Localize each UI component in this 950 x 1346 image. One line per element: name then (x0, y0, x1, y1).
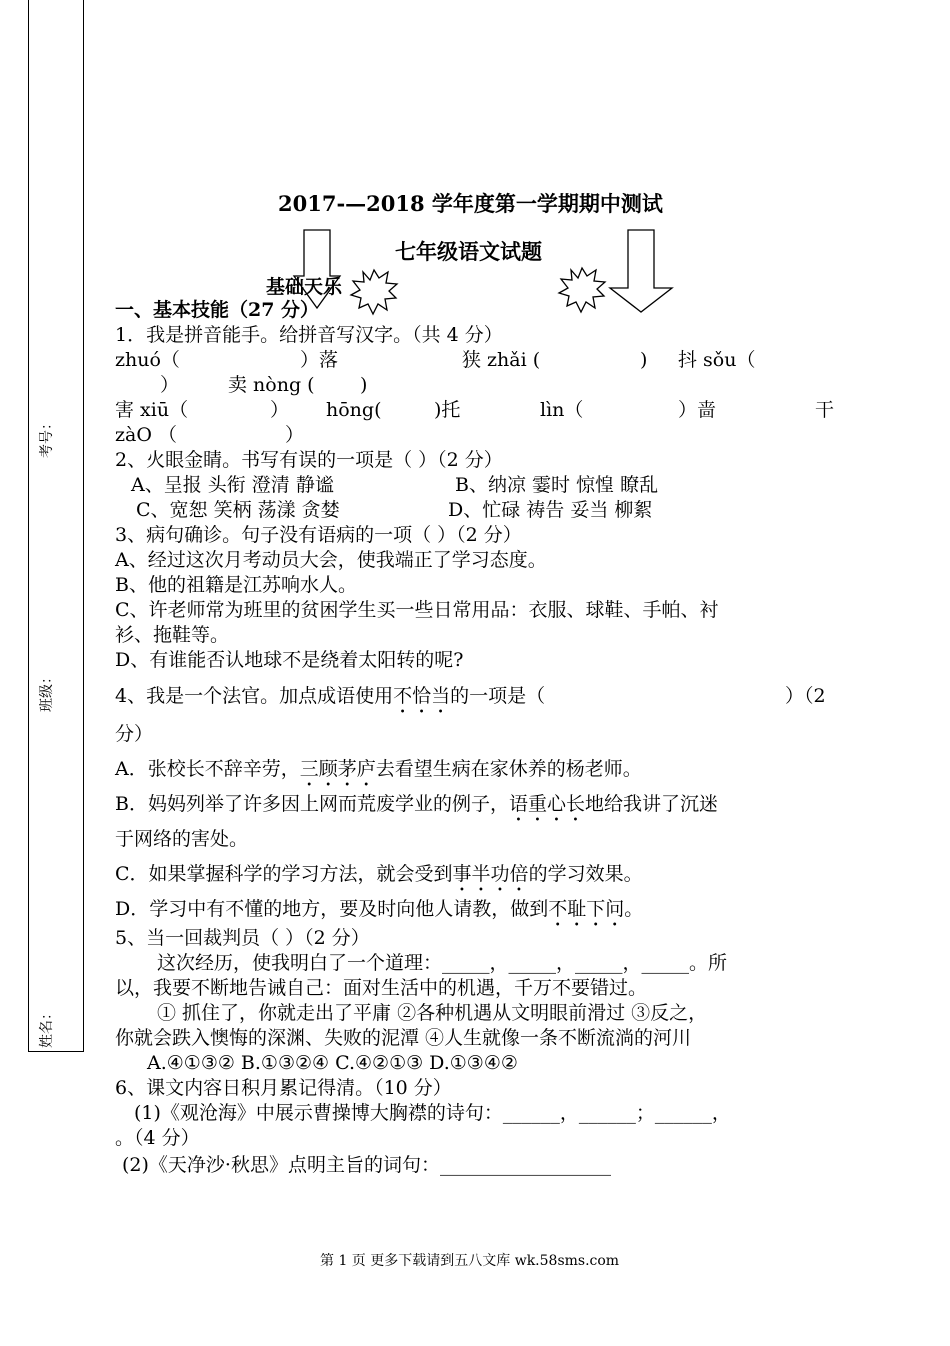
q1-r3g: 干 (815, 399, 835, 421)
emphasis-dots: 三顾茅庐 (299, 758, 376, 780)
q3-option-c-line1: C、许老师常为班里的贫困学生买一些日常用品：衣服、球鞋、手帕、衬 (115, 599, 719, 621)
q2-stem: 2、火眼金睛。书写有误的一项是（ ）（2 分） (115, 449, 503, 471)
q5-line1: 这次经历，使我明白了一个道理：_____，_____，_____，_____。所 (157, 952, 728, 974)
exam-subtitle: 七年级语文试题 (395, 239, 542, 264)
q6-stem: 6、课文内容日积月累记得清。（10 分） (115, 1077, 452, 1099)
q3-option-a: A、经过这次月考动员大会，使我端正了学习态度。 (115, 549, 547, 571)
name-label: 姓名： (39, 1006, 55, 1048)
section-heading: 一、基本技能（27 分） (115, 299, 320, 321)
q2-option-b: B、纳凉 霎时 惊惶 瞭乱 (455, 474, 659, 496)
q1-r4b: ） (285, 424, 305, 446)
emphasis-dots: 事半功倍 (452, 863, 529, 885)
q5-options: A.④①③② B.①③②④ C.④②①③ D.①③④② (147, 1052, 518, 1074)
q1-r3e: lìn（ (540, 399, 584, 421)
q2-option-a: A、呈报 头衔 澄清 静谧 (131, 474, 334, 496)
q1-r1a: zhuó（ (115, 349, 180, 371)
binding-margin-box (28, 0, 84, 1052)
q1-r3b: ） (270, 399, 290, 421)
q2-option-c: C、宽恕 笑柄 荡漾 贪婪 (136, 499, 340, 521)
q4-stem-end: ）（2 (785, 685, 826, 707)
q4-option-d: D．学习中有不懂的地方，要及时向他人请教，做到不耻下问。 (115, 898, 644, 920)
q1-r1b: ）落 (300, 349, 339, 371)
q6-part1: (1)《观沧海》中展示曹操博大胸襟的诗句：______，______；______， (134, 1102, 731, 1124)
class-label: 班级： (39, 670, 55, 712)
q4-stem-line2: 分） (115, 723, 154, 745)
q1-r1e: 抖 sǒu（ (678, 349, 756, 371)
exam-title: 2017-—2018 学年度第一学期期中测试 (278, 191, 663, 216)
page-footer: 第 1 页 更多下载请到五八文库 wk.58sms.com (320, 1253, 620, 1269)
q6-part1-cont: 。（4 分） (115, 1127, 200, 1149)
burst-icon (351, 270, 397, 314)
q1-r2c: ) (360, 374, 368, 396)
q4-stem: 4、我是一个法官。加点成语使用不恰当的一项是（ (115, 685, 546, 707)
q2-option-d: D、忙碌 祷告 妥当 柳絮 (448, 499, 653, 521)
q3-option-b: B、他的祖籍是江苏响水人。 (115, 574, 357, 596)
q3-option-d: D、有谁能否认地球不是绕着太阳转的呢? (115, 649, 464, 671)
q4-option-b: B．妈妈列举了许多因上网而荒废学业的例子，语重心长地给我讲了沉迷 (115, 793, 718, 815)
q4-option-b-line2: 于网络的害处。 (115, 828, 249, 850)
q1-r3a: 害 xiū（ (115, 399, 189, 421)
q1-r3c: hōng( (326, 399, 382, 421)
q1-r2a: ） (160, 374, 180, 396)
burst-icon (559, 268, 605, 312)
q1-r3d: )托 (434, 399, 461, 421)
q4-option-a: A．张校长不辞辛劳，三顾茅庐去看望生病在家休养的杨老师。 (115, 758, 642, 780)
q1-r3f: ）啬 (678, 399, 717, 421)
q3-stem: 3、病句确诊。句子没有语病的一项（ ）（2 分） (115, 524, 522, 546)
q6-part2: (2)《天净沙·秋思》点明主旨的词句：__________________ (122, 1154, 611, 1176)
emphasis-dots: 不耻下问 (548, 898, 625, 920)
q5-line4: 你就会跌入懊悔的深渊、失败的泥潭 ④人生就像一条不断流淌的河川 (115, 1027, 692, 1049)
q1-stem: 1．我是拼音能手。给拼音写汉字。（共 4 分） (115, 324, 503, 346)
down-arrow-icon (610, 230, 672, 312)
q4-option-c: C．如果掌握科学的学习方法，就会受到事半功倍的学习效果。 (115, 863, 643, 885)
q5-line2: 以，我要不断地告诫自己：面对生活中的机遇，千万不要错过。 (115, 977, 648, 999)
decorative-shapes-right (552, 228, 682, 318)
q5-stem: 5、当一回裁判员（ ）（2 分） (115, 927, 370, 949)
q3-option-c-line2: 衫、拖鞋等。 (115, 624, 230, 646)
q5-line3: ① 抓住了，你就走出了平庸 ②各种机遇从文明眼前滑过 ③反之， (157, 1002, 708, 1024)
section-banner-text: 基础天乐 (266, 276, 343, 298)
emphasis-dots: 不恰当 (393, 685, 451, 707)
q1-r4a: zàO （ (115, 424, 177, 446)
emphasis-dots: 语重心长 (508, 793, 585, 815)
q1-r1d: ) (640, 349, 648, 371)
q1-r2b: 卖 nòng ( (228, 374, 315, 396)
exam-number-label: 考号： (39, 416, 55, 458)
q1-r1c: 狭 zhǎi ( (462, 349, 541, 371)
